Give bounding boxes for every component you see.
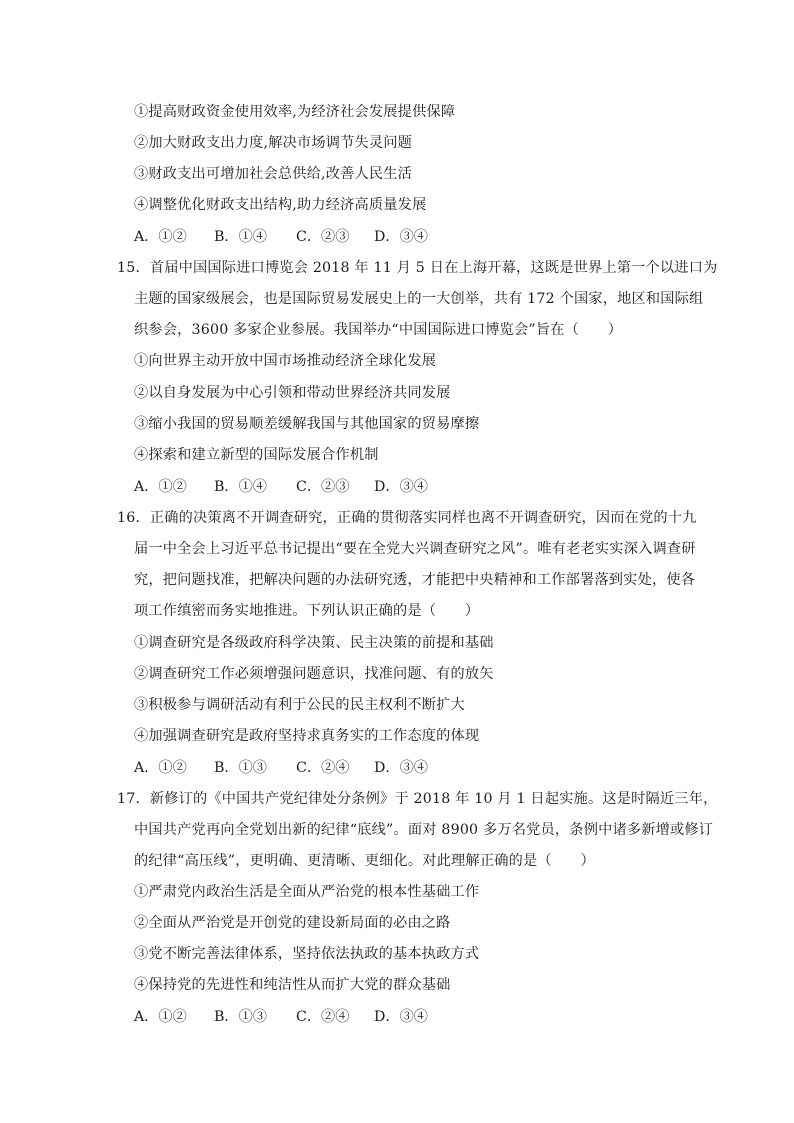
q15-option-1: ①向世界主动开放中国市场推动经济全球化发展 [134, 353, 437, 369]
q15-choice-c: C．②③ [296, 479, 350, 495]
q14-choice-a: A．①② [134, 229, 187, 245]
q15-answer-choices [134, 478, 428, 496]
q16-choice-a: A．①② [134, 760, 187, 776]
q17-option-1: ①严肃党内政治生活是全面从严治党的根本性基础工作 [134, 884, 480, 900]
q15-option-3: ③缩小我国的贸易顺差缓解我国与其他国家的贸易摩擦 [134, 416, 480, 432]
q15-stem-line-3: 织参会，3600 多家企业参展。我国举办“中国国际进口博览会”旨在（ ） [134, 322, 623, 338]
q14-choice-b: B．①④ [214, 229, 267, 245]
q17-stem-line-3: 的纪律“高压线”，更明确、更清晰、更细化。对此理解正确的是（ ） [134, 853, 595, 869]
q14-option-3: ③财政支出可增加社会总供给,改善人民生活 [134, 166, 413, 182]
q17-choice-a: A．①② [134, 1009, 187, 1025]
q15-choice-a: A．①② [134, 479, 187, 495]
q16-stem-line-1: 16．正确的决策离不开调查研究，正确的贯彻落实同样也离不开调查研究，因而在党的十九 [117, 510, 697, 526]
q17-choice-b: B．①③ [214, 1009, 267, 1025]
q17-option-3: ③党不断完善法律体系，坚持依法执政的基本执政方式 [134, 946, 480, 962]
q14-option-2: ②加大财政支出力度,解决市场调节失灵问题 [134, 135, 413, 151]
q15-choice-d: D．③④ [374, 479, 428, 495]
q15-option-4: ④探索和建立新型的国际发展合作机制 [134, 447, 379, 463]
q16-choice-d: D．③④ [374, 760, 428, 776]
q16-stem-line-4: 项工作缜密而务实地推进。下列认识正确的是（ ） [134, 603, 480, 619]
q17-choice-d: D．③④ [374, 1009, 428, 1025]
q16-choice-b: B．①③ [214, 760, 267, 776]
q17-stem-line-2: 中国共产党再向全党划出新的纪律“底线”。面对 8900 多万名党员，条例中诸多新增或修订 [134, 822, 714, 838]
q15-option-2: ②以自身发展为中心引领和带动世界经济共同发展 [134, 385, 451, 401]
q16-option-1: ①调查研究是各级政府科学决策、民主决策的前提和基础 [134, 635, 494, 651]
q16-option-4: ④加强调查研究是政府坚持求真务实的工作态度的体现 [134, 728, 480, 744]
q17-choice-c: C．②④ [296, 1009, 350, 1025]
q14-choice-c: C．②③ [296, 229, 350, 245]
q16-answer-choices [134, 759, 428, 777]
q15-choice-b: B．①④ [214, 479, 267, 495]
q16-stem-line-3: 究，把问题找准，把解决问题的办法研究透，才能把中央精神和工作部署落到实处，使各 [134, 572, 696, 588]
q14-choice-d: D．③④ [374, 229, 428, 245]
q16-option-2: ②调查研究工作必须增强问题意识，找准问题、有的放矢 [134, 666, 494, 682]
q15-stem-line-2: 主题的国家级展会，也是国际贸易发展史上的一大创举，共有 172 个国家，地区和国际组 [134, 291, 704, 307]
q16-option-3: ③积极参与调研活动有利于公民的民主权利不断扩大 [134, 697, 465, 713]
q17-option-2: ②全面从严治党是开创党的建设新局面的必由之路 [134, 915, 451, 931]
q16-stem-line-2: 届一中全会上习近平总书记提出“要在全党大兴调查研究之风”。唯有老老实实深入调查研 [134, 541, 696, 557]
q17-stem-line-1: 17．新修订的《中国共产党纪律处分条例》于 2018 年 10 月 1 日起实施。这是时隔近三年， [117, 791, 718, 807]
q14-option-1: ①提高财政资金使用效率,为经济社会发展提供保障 [134, 104, 456, 120]
q17-answer-choices [134, 1008, 428, 1026]
q14-option-4: ④调整优化财政支出结构,助力经济高质量发展 [134, 197, 427, 213]
q17-option-4: ④保持党的先进性和纯洁性从而扩大党的群众基础 [134, 977, 451, 993]
q14-answer-choices [134, 228, 428, 246]
q16-choice-c: C．②④ [296, 760, 350, 776]
q15-stem-line-1: 15．首届中国国际进口博览会 2018 年 11 月 5 日在上海开幕，这既是世界上第一个以进口为 [117, 260, 718, 276]
